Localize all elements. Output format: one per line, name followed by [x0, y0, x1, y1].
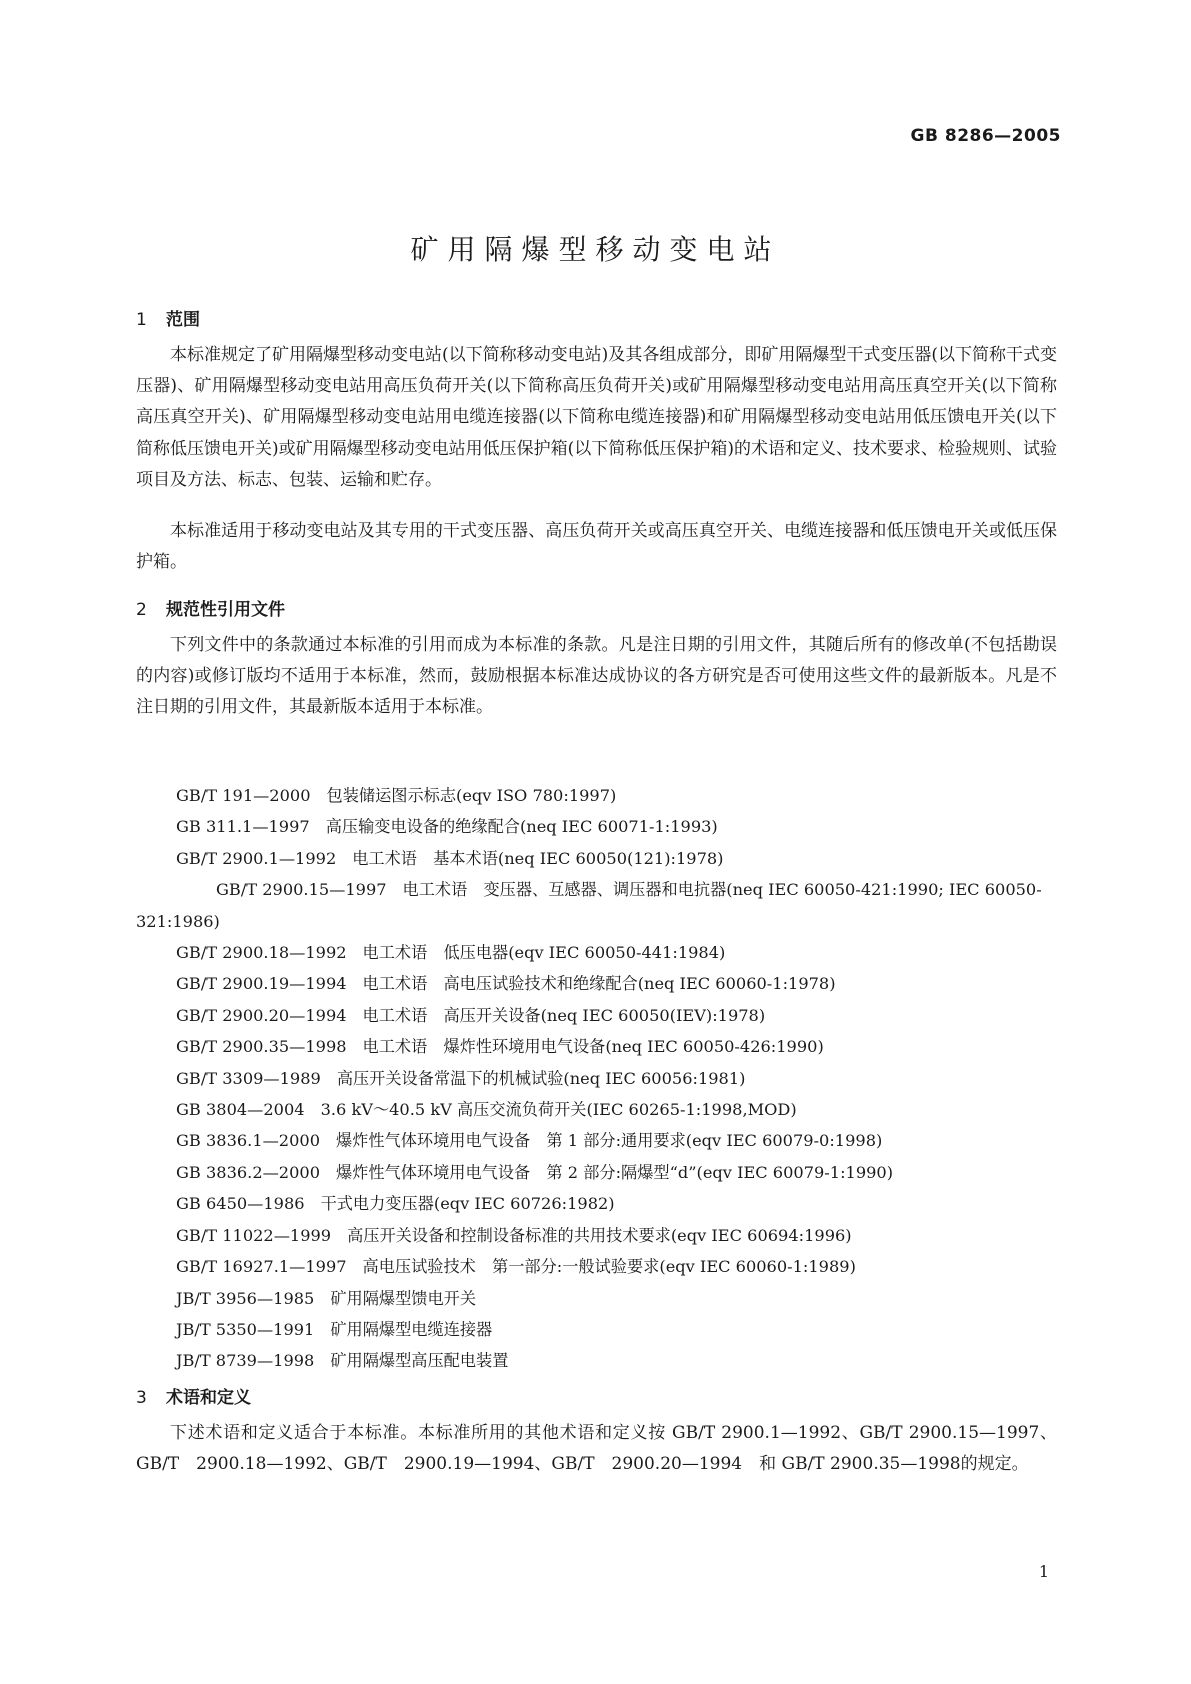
section-3-paragraph: 下述术语和定义适合于本标准。本标准所用的其他术语和定义按 GB/T 2900.1—1992、GB/T 2900.15—1997、GB/T 2900.18—1992、GB/T 2900.19—1994、GB/T 2900.20—1994 和 GB/T 2900.35—1998的规定。: [136, 1423, 1057, 1475]
reference-item: [136, 1063, 1057, 1094]
reference-item: [136, 937, 1057, 968]
reference-code: GB/T 2900.19—1994: [176, 974, 347, 994]
reference-code: GB/T 16927.1—1997: [176, 1257, 347, 1277]
reference-item: [136, 1220, 1057, 1251]
reference-code: GB 3836.1—2000: [176, 1131, 320, 1151]
reference-item: [136, 1094, 1057, 1125]
section-3-title: 术语和定义: [166, 1388, 251, 1408]
reference-code: GB 3836.2—2000: [176, 1162, 320, 1182]
section-3-number: 3: [136, 1388, 147, 1408]
reference-title: 矿用隔爆型电缆连接器: [330, 1319, 493, 1339]
reference-item: [136, 968, 1057, 999]
reference-code: GB/T 191—2000: [176, 786, 311, 805]
reference-item: [136, 1125, 1057, 1156]
section-2-title: 规范性引用文件: [166, 600, 285, 620]
reference-code: JB/T 5350—1991: [176, 1319, 315, 1339]
reference-title: 3.6 kV～40.5 kV 高压交流负荷开关(IEC 60265-1:1998,MOD): [320, 1100, 797, 1120]
reference-title: 电工术语 高压开关设备(neq IEC 60050(IEV):1978): [362, 1005, 766, 1025]
reference-code: GB 6450—1986: [176, 1194, 305, 1214]
document-title: 矿用隔爆型移动变电站: [410, 233, 781, 266]
reference-code: GB 311.1—1997: [176, 817, 310, 837]
reference-title: 高电压试验技术 第一部分:一般试验要求(eqv IEC 60060-1:1989): [362, 1257, 856, 1277]
section-1-number: 1: [136, 310, 147, 330]
reference-item: [136, 1345, 1057, 1376]
reference-item: [136, 1251, 1057, 1282]
reference-item: [136, 1188, 1057, 1219]
reference-item: [136, 843, 1057, 874]
reference-title: 高压开关设备常温下的机械试验(neq IEC 60056:1981): [336, 1068, 746, 1088]
reference-title: 电工术语 高电压试验技术和绝缘配合(neq IEC 60060-1:1978): [362, 974, 836, 994]
standard-code: GB 8286—2005: [910, 126, 1061, 146]
reference-code: GB/T 2900.15—1997: [216, 880, 387, 900]
reference-item: [136, 1000, 1057, 1031]
section-2-heading: [136, 595, 285, 620]
section-1-heading: [136, 305, 200, 330]
reference-item: [136, 874, 1057, 937]
reference-title: 矿用隔爆型馈电开关: [330, 1288, 477, 1308]
reference-item: [136, 780, 1057, 811]
reference-title: 爆炸性气体环境用电气设备 第 1 部分:通用要求(eqv IEC 60079-0:1998): [336, 1131, 883, 1151]
reference-title: 电工术语 低压电器(eqv IEC 60050-441:1984): [362, 943, 726, 963]
section-1-paragraph-1: 本标准规定了矿用隔爆型移动变电站(以下简称移动变电站)及其各组成部分，即矿用隔爆型干式变压器(以下简称干式变压器)、矿用隔爆型移动变电站用高压负荷开关(以下简称高压负荷开关)或矿用隔爆型移动变电站用高压真空开关(以下简称高压真空开关)、矿用隔爆型移动变电站用电缆连接器(以下简称电缆连接器)和矿用隔爆型移动变电站用低压馈电开关(以下简称低压馈电开关)或矿用隔爆型移动变电站用低压保护箱(以下简称低压保护箱)的术语和定义、技术要求、检验规则、试验项目及方法、标志、包装、运输和贮存。: [136, 345, 1057, 490]
page-number: 1: [1038, 1562, 1049, 1581]
reference-code: GB/T 11022—1999: [176, 1225, 332, 1245]
reference-code: GB/T 2900.18—1992: [176, 943, 347, 963]
reference-code: GB 3804—2004: [176, 1100, 305, 1120]
reference-title: 电工术语 变压器、互感器、调压器和电抗器(neq IEC 60050-421:1990; IEC 60050-321:1986): [136, 880, 1042, 931]
reference-list: [136, 780, 1057, 1377]
reference-code: GB/T 2900.20—1994: [176, 1005, 347, 1025]
section-3-heading: [136, 1383, 251, 1408]
section-1-title: 范围: [166, 310, 200, 330]
reference-code: JB/T 8739—1998: [176, 1351, 315, 1371]
reference-title: 电工术语 爆炸性环境用电气设备(neq IEC 60050-426:1990): [362, 1037, 824, 1057]
reference-code: GB/T 2900.35—1998: [176, 1037, 347, 1057]
reference-item: [136, 1314, 1057, 1345]
reference-title: 矿用隔爆型高压配电装置: [330, 1351, 509, 1371]
section-1-paragraph-2: 本标准适用于移动变电站及其专用的干式变压器、高压负荷开关或高压真空开关、电缆连接器和低压馈电开关或低压保护箱。: [136, 521, 1057, 573]
reference-title: 包装储运图示标志(eqv ISO 780:1997): [326, 786, 617, 805]
reference-code: GB/T 3309—1989: [176, 1068, 321, 1088]
reference-title: 爆炸性气体环境用电气设备 第 2 部分:隔爆型“d”(eqv IEC 60079-1:1990): [336, 1162, 894, 1182]
section-2-intro: 下列文件中的条款通过本标准的引用而成为本标准的条款。凡是注日期的引用文件，其随后所有的修改单(不包括勘误的内容)或修订版均不适用于本标准，然而，鼓励根据本标准达成协议的各方研究是否可使用这些文件的最新版本。凡是不注日期的引用文件，其最新版本适用于本标准。: [136, 635, 1057, 718]
reference-code: JB/T 3956—1985: [176, 1288, 315, 1308]
reference-title: 干式电力变压器(eqv IEC 60726:1982): [320, 1194, 615, 1214]
reference-title: 高压开关设备和控制设备标准的共用技术要求(eqv IEC 60694:1996): [347, 1225, 852, 1245]
reference-title: 电工术语 基本术语(neq IEC 60050(121):1978): [352, 848, 724, 868]
section-2-number: 2: [136, 600, 147, 620]
reference-item: [136, 1031, 1057, 1062]
reference-item: [136, 1157, 1057, 1188]
reference-title: 高压输变电设备的绝缘配合(neq IEC 60071-1:1993): [325, 817, 718, 837]
reference-item: [136, 1283, 1057, 1314]
reference-item: [136, 811, 1057, 842]
reference-code: GB/T 2900.1—1992: [176, 848, 337, 868]
